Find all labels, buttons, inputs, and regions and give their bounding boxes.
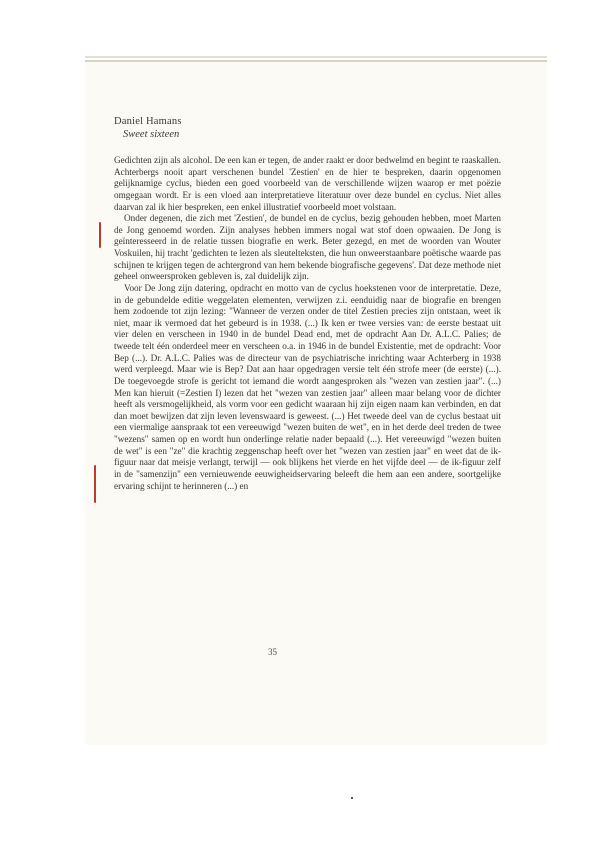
paragraph-3: Voor De Jong zijn datering, opdracht en motto van de cyclus hoekstenen voor de interpretatie. Deze, in de gebundelde editie weggelaten elementen, verwijzen z.i. eenduidig naar de biografie en brengen hem zodoende tot zijn lezing: "Wanneer de verzen onder de titel Zestien precies zijn ontstaan, weet ik niet, maar ik vermoed dat het gebeurd is in 1938. (...) Ik ken er twee versies van: de eerste bestaat uit vier delen en verscheen in 1940 in de bundel Dead end, met de opdracht Aan Dr. A.L.C. Palies; de tweede telt één onderdeel meer en verscheen o.a. in 1946 in de bundel Existentie, met de opdracht: Voor Bep (...). Dr. A.L.C. Palies was de directeur van de psychiatrische inrichting waar Achterberg in 1938 werd verpleegd. Maar wie is Bep? Dat aan haar opgedragen versie telt één strofe meer (de eerste) (...). De toegevoegde strofe is gericht tot iemand die wordt aangesproken als "wezen van zestien jaar". (...) Men kan hieruit (=Zestien I) lezen dat het "wezen van zestien jaar" alleen maar belang voor de dichter heeft als versmogelijkheid, als vorm voor een gedicht waaraan hij zijn eigen naam kan verbinden, en dat dan moet bewijzen dat zijn leven levenswaard is geweest. (...) Het tweede deel van de cyclus bestaat uit een viermalige aanspraak tot een vereeuwigd "wezen buiten de wet", en in het derde deel treden de twee "wezens" samen op en wordt hun onderlinge relatie nader bepaald (...). Het vereeuwigd "wezen buiten de wet" is een "ze" die krachtig zeggenschap heeft over het "wezen van zestien jaar" en weet dat de ik-figuur naar dat meisje verlangt, terwijl — ook blijkens het vierde en het vijfde deel — de ik-figuur zelf in de "samenzijn" een vernieuwende eeuwigheidservaring beleeft die hem aan een andere, soortgelijke ervaring schijnt te herinneren (...) en — [114, 282, 501, 491]
margin-annotation-mark — [94, 465, 96, 503]
page-top-edge — [85, 56, 547, 58]
margin-annotation-mark — [99, 222, 101, 248]
article-author: Daniel Hamans — [114, 116, 182, 127]
paragraph-2: Onder degenen, die zich met 'Zestien', de bundel en de cyclus, bezig gehouden hebben, moet Marten de Jong genoemd worden. Zijn analyses hebben immers nogal wat stof doen opwaaien. De Jong is geïnteresseerd in de relatie tussen biografie en werk. Beter gezegd, en met de woorden van Wouter Voskuilen, hij tracht 'gedichten te lezen als sleutelteksten, die hun onweerstaanbare poëtische waarde pas schijnen te krijgen tegen de achtergrond van hem bekende biografische gegevens'. Dat deze methode niet geheel onweersproken gebleven is, zal duidelijk zijn. — [114, 213, 501, 282]
paragraph-1: Gedichten zijn als alcohol. De een kan er tegen, de ander raakt er door bedwelmd en begint te raaskallen. Achterbergs nooit apart verschenen bundel 'Zestien' en de hier te bespreken, daarin opgenomen gelijknamige cyclus, bieden een goed voorbeeld van de verschillende wijzen waarop er met poëzie omgegaan wordt. Er is een vloed aan interpretatieve literatuur over deze bundel en cyclus. Niet alles daarvan zal ik hier bespreken, een enkel illustratief voorbeeld moet volstaan. — [114, 155, 501, 212]
page-number: 35 — [268, 647, 277, 657]
article-body — [114, 155, 501, 492]
article-title: Sweet sixteen — [123, 129, 180, 140]
scan-speck — [351, 797, 353, 799]
